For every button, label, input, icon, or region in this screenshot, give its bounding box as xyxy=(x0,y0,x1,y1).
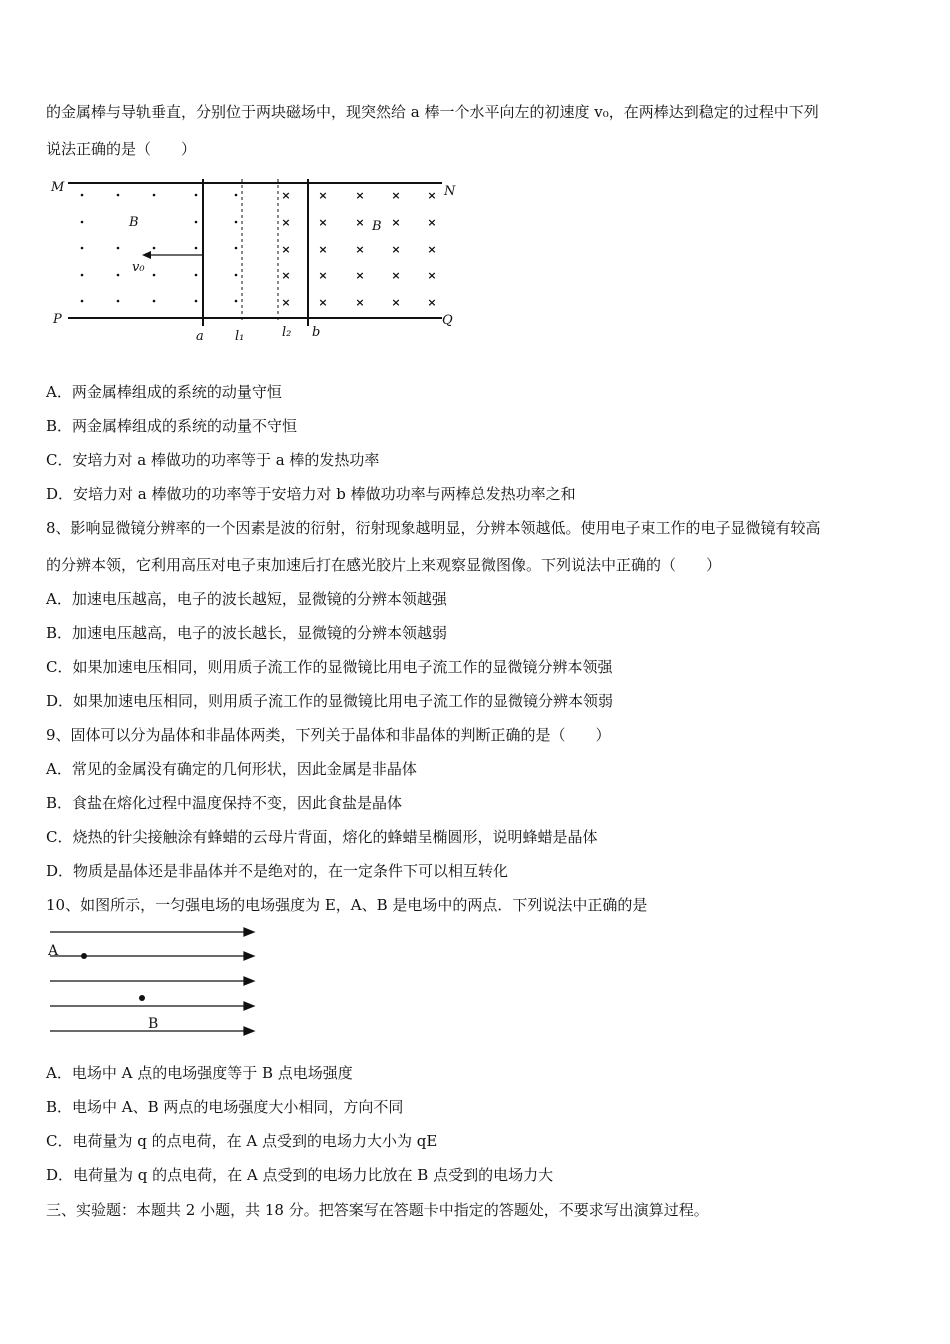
electric-field-diagram xyxy=(46,924,266,1038)
q10-option-d: D．电荷量为 q 的点电荷，在 A 点受到的电场力比放在 B 点受到的电场力大 xyxy=(46,1166,554,1184)
field-dots-left xyxy=(81,194,238,303)
field-line-arrow xyxy=(244,1027,254,1035)
svg-text:×: × xyxy=(391,296,401,309)
svg-text:×: × xyxy=(355,269,365,282)
q8-option-a: A．加速电压越高，电子的波长越短，显微镜的分辨本领越强 xyxy=(46,590,447,608)
svg-text:×: × xyxy=(281,189,291,202)
q7-option-c: C．安培力对 a 棒做功的功率等于 a 棒的发热功率 xyxy=(46,451,380,469)
q8-option-b: B．加速电压越高，电子的波长越长，显微镜的分辨本领越弱 xyxy=(46,624,448,642)
q8-stem-2: 的分辨本领，它利用高压对电子束加速后打在感光胶片上来观察显微图像。下列说法中正确的（ ） xyxy=(46,556,722,574)
intro-line-2: 说法正确的是（ ） xyxy=(46,140,197,158)
point-a-label: A xyxy=(48,943,59,959)
label-B-left: B xyxy=(129,215,139,230)
field-crosses-right xyxy=(281,189,436,309)
intro-line-1: 的金属棒与导轨垂直，分别位于两块磁场中，现突然给 a 棒一个水平向左的初速度 v₀，在两棒达到稳定的过程中下列 xyxy=(46,103,819,121)
q8-option-c: C．如果加速电压相同，则用质子流工作的显微镜比用电子流工作的显微镜分辨本领强 xyxy=(46,658,613,676)
svg-text:×: × xyxy=(427,243,437,256)
label-N: N xyxy=(444,184,456,199)
q7-option-a: A．两金属棒组成的系统的动量守恒 xyxy=(46,383,282,401)
svg-text:×: × xyxy=(391,243,401,256)
label-a: a xyxy=(196,329,204,344)
svg-text:×: × xyxy=(391,269,401,282)
field-line-arrow xyxy=(244,1002,254,1010)
svg-text:×: × xyxy=(318,189,328,202)
q9-stem: 9、固体可以分为晶体和非晶体两类，下列关于晶体和非晶体的判断正确的是（ ） xyxy=(46,726,611,744)
svg-text:×: × xyxy=(318,243,328,256)
svg-text:×: × xyxy=(281,269,291,282)
q8-stem-1: 8、影响显微镜分辨率的一个因素是波的衍射，衍射现象越明显，分辨本领越低。使用电子束工作的电子显微镜有较高 xyxy=(46,519,821,537)
section-3-heading: 三、实验题：本题共 2 小题，共 18 分。把答案写在答题卡中指定的答题处，不要求写出演算过程。 xyxy=(46,1201,709,1219)
svg-text:×: × xyxy=(318,216,328,229)
svg-text:×: × xyxy=(391,189,401,202)
q9-option-a: A．常见的金属没有确定的几何形状，因此金属是非晶体 xyxy=(46,760,417,778)
field-line-arrow xyxy=(244,952,254,960)
svg-text:×: × xyxy=(427,216,437,229)
label-l1: l₁ xyxy=(235,329,245,344)
svg-text:×: × xyxy=(355,216,365,229)
label-P: P xyxy=(53,312,62,327)
svg-text:×: × xyxy=(281,296,291,309)
svg-text:×: × xyxy=(281,243,291,256)
svg-text:×: × xyxy=(391,216,401,229)
q10-option-a: A．电场中 A 点的电场强度等于 B 点电场强度 xyxy=(46,1064,353,1082)
point-b-label: B xyxy=(148,1016,159,1032)
field-line-arrow xyxy=(244,928,254,936)
q9-option-c: C．烧热的针尖接触涂有蜂蜡的云母片背面，熔化的蜂蜡呈椭圆形，说明蜂蜡是晶体 xyxy=(46,828,598,846)
velocity-arrow-head xyxy=(142,251,151,259)
rail-magnetic-field-diagram xyxy=(46,174,466,346)
svg-text:×: × xyxy=(318,269,328,282)
svg-text:×: × xyxy=(427,189,437,202)
q10-stem: 10、如图所示，一匀强电场的电场强度为 E，A、B 是电场中的两点．下列说法中正确的是 xyxy=(46,896,648,914)
field-line-arrow xyxy=(244,977,254,985)
q8-option-d: D．如果加速电压相同，则用质子流工作的显微镜比用电子流工作的显微镜分辨本领弱 xyxy=(46,692,614,710)
q9-option-d: D．物质是晶体还是非晶体并不是绝对的，在一定条件下可以相互转化 xyxy=(46,862,509,880)
label-B-right: B xyxy=(372,219,382,234)
label-v0: v₀ xyxy=(132,260,145,275)
point-b-dot xyxy=(139,995,145,1001)
svg-text:×: × xyxy=(355,296,365,309)
q10-option-c: C．电荷量为 q 的点电荷，在 A 点受到的电场力大小为 qE xyxy=(46,1132,438,1150)
label-l2: l₂ xyxy=(282,325,292,340)
point-a-dot xyxy=(81,953,87,959)
svg-text:×: × xyxy=(355,189,365,202)
svg-text:×: × xyxy=(427,269,437,282)
q7-option-b: B．两金属棒组成的系统的动量不守恒 xyxy=(46,417,298,435)
svg-text:×: × xyxy=(318,296,328,309)
svg-text:×: × xyxy=(281,216,291,229)
q7-option-d: D．安培力对 a 棒做功的功率等于安培力对 b 棒做功功率与两棒总发热功率之和 xyxy=(46,485,576,503)
q9-option-b: B．食盐在熔化过程中温度保持不变，因此食盐是晶体 xyxy=(46,794,403,812)
label-Q: Q xyxy=(442,313,453,328)
svg-text:×: × xyxy=(355,243,365,256)
svg-text:×: × xyxy=(427,296,437,309)
q10-option-b: B．电场中 A、B 两点的电场强度大小相同，方向不同 xyxy=(46,1098,404,1116)
label-b: b xyxy=(312,325,321,340)
label-M: M xyxy=(51,180,65,195)
